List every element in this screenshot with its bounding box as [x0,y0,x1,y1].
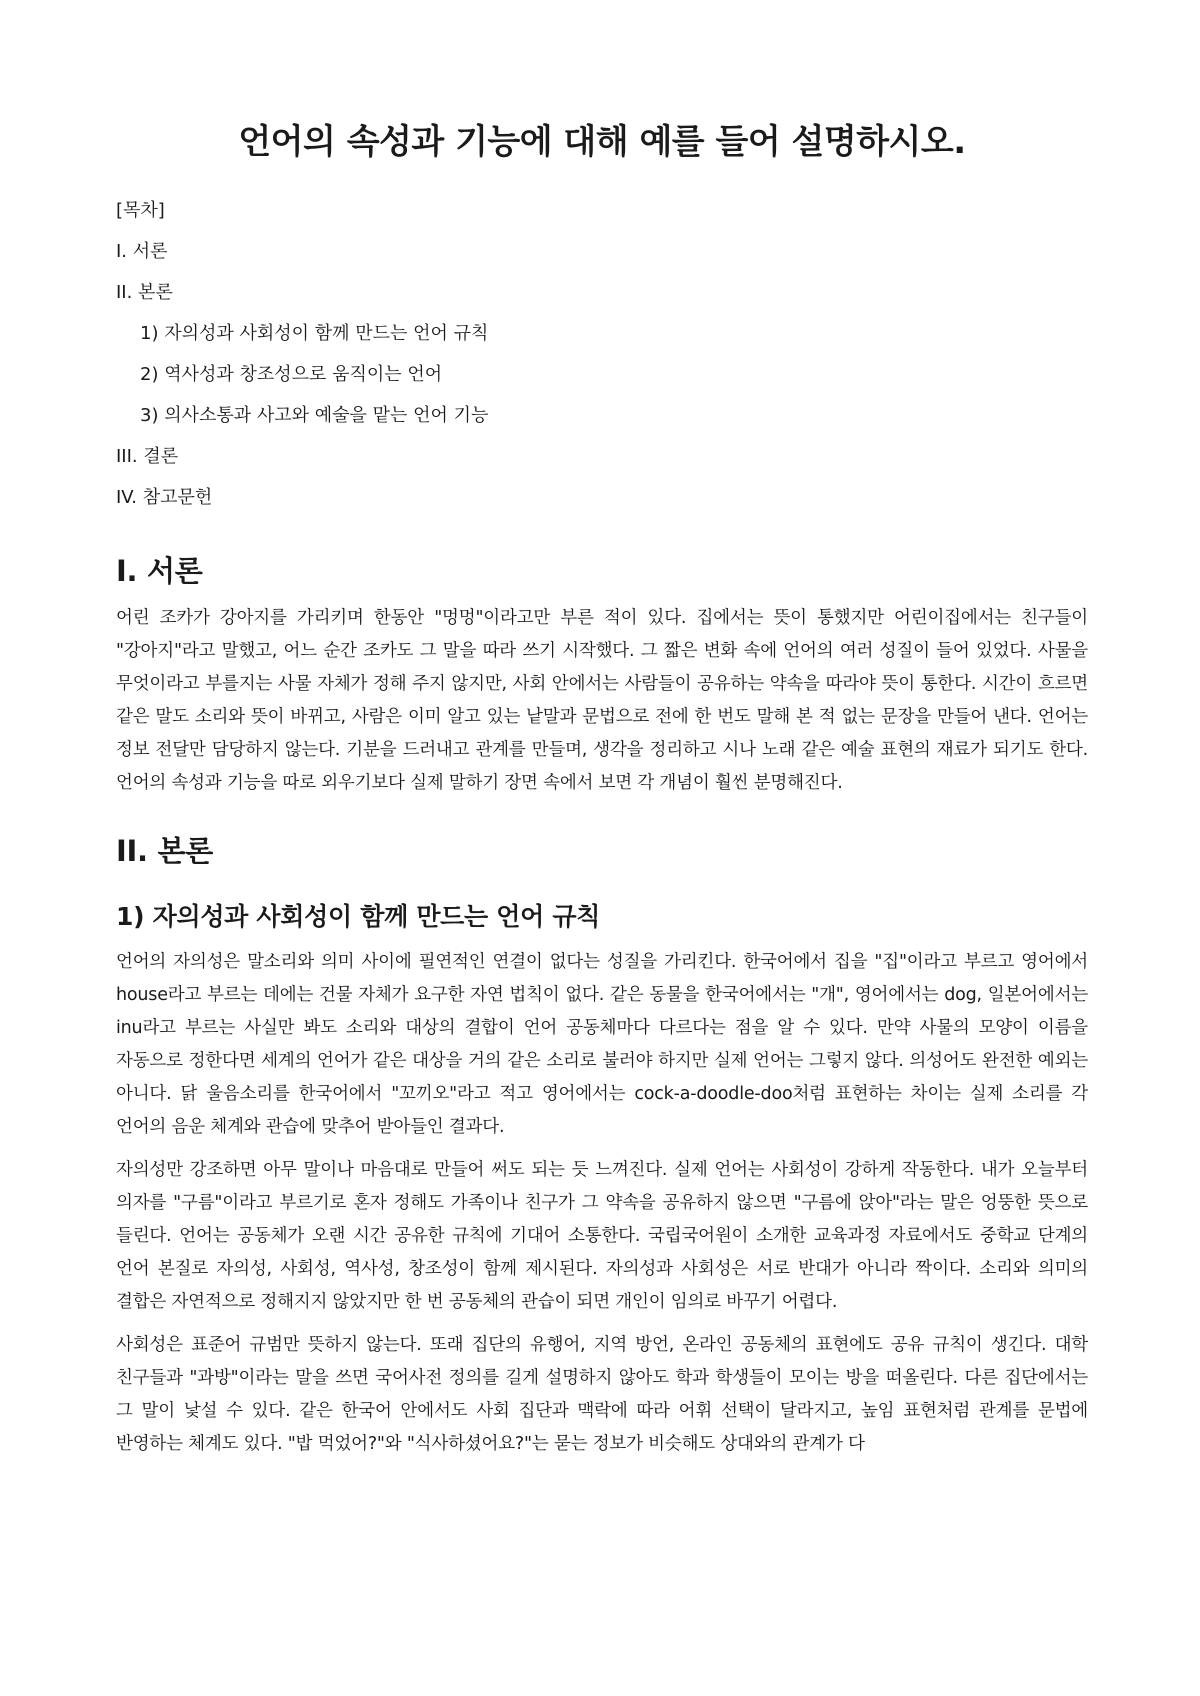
section-heading-introduction: I. 서론 [116,554,203,588]
body-section [116,830,1088,1461]
paragraph: 어린 조카가 강아지를 가리키며 한동안 "멍멍"이라고만 부른 적이 있다. 집에서는 뜻이 통했지만 어린이집에서는 친구들이 "강아지"라고 말했고, 어느 순간 조카도 그 말을 따라 쓰기 시작했다. 그 짧은 변화 속에 언어의 여러 성질이 들어 있었다. 사물을 무엇이라고 부를지는 사물 자체가 정해 주지 않지만, 사회 안에서는 사람들이 공유하는 약속을 따라야 뜻이 통한다. 시간이 흐르면 같은 말도 소리와 뜻이 바뀌고, 사람은 이미 알고 있는 낱말과 문법으로 전에 한 번도 말해 본 적 없는 문장을 만들어 낸다. 언어는 정보 전달만 담당하지 않는다. 기분을 드러내고 관계를 만들며, 생각을 정리하고 시나 노래 같은 예술 표현의 재료가 되기도 한다. 언어의 속성과 기능을 따로 외우기보다 실제 말하기 장면 속에서 보면 각 개념이 훨씬 분명해진다. [116,608,1088,793]
toc-heading: [목차] [116,200,165,221]
toc-item-body-1: 1) 자의성과 사회성이 함께 만드는 언어 규칙 [140,323,489,344]
paragraph: 자의성만 강조하면 아무 말이나 마음대로 만들어 써도 되는 듯 느껴진다. 실제 언어는 사회성이 강하게 작동한다. 내가 오늘부터 의자를 "구름"이라고 부르기로 혼자 정해도 가족이나 친구가 그 약속을 공유하지 않으면 "구름에 앉아"라는 말은 엉뚱한 뜻으로 들린다. 언어는 공동체가 오랜 시간 공유한 규칙에 기대어 소통한다. 국립국어원이 소개한 교육과정 자료에서도 중학교 단계의 언어 본질로 자의성, 사회성, 역사성, 창조성이 함께 제시된다. 자의성과 사회성은 서로 반대가 아니라 짝이다. 소리와 의미의 결합은 자연적으로 정해지지 않았지만 한 번 공동체의 관습이 되면 개인이 임의로 바꾸기 어렵다. [116,1160,1088,1312]
paragraph: 사회성은 표준어 규범만 뜻하지 않는다. 또래 집단의 유행어, 지역 방언, 온라인 공동체의 표현에도 공유 규칙이 생긴다. 대학 친구들과 "과방"이라는 말을 쓰면 국어사전 정의를 길게 설명하지 않아도 학과 학생들이 모이는 방을 떠올린다. 다른 집단에서는 그 말이 낯설 수 있다. 같은 한국어 안에서도 사회 집단과 맥락에 따라 어휘 선택이 달라지고, 높임 표현처럼 관계를 문법에 반영하는 체계도 있다. "밥 먹었어?"와 "식사하셨어요?"는 묻는 정보가 비슷해도 상대와의 관계가 다 [116,1335,1088,1454]
section-heading-body: II. 본론 [116,834,213,868]
introduction-section [116,550,1088,800]
toc-item-references: IV. 참고문헌 [116,487,213,508]
paragraph: 언어의 자의성은 말소리와 의미 사이에 필연적인 연결이 없다는 성질을 가리킨다. 한국어에서 집을 "집"이라고 부르고 영어에서 house라고 부르는 데에는 건물 자체가 요구한 자연 법칙이 없다. 같은 동물을 한국어에서는 "개", 영어에서는 dog, 일본어에서는 inu라고 부르는 사실만 봐도 소리와 대상의 결합이 언어 공동체마다 다르다는 점을 알 수 있다. 만약 사물의 모양이 이름을 자동으로 정한다면 세계의 언어가 같은 대상을 거의 같은 소리로 불러야 하지만 실제 언어는 그렇지 않다. 의성어도 완전한 예외는 아니다. 닭 울음소리를 한국어에서 "꼬끼오"라고 적고 영어에서는 cock-a-doodle-doo처럼 표현하는 차이는 실제 소리를 각 언어의 음운 체계와 관습에 맞추어 받아들인 결과다. [116,952,1088,1137]
toc-item-conclusion: III. 결론 [116,446,179,467]
toc-item-body-2: 2) 역사성과 창조성으로 움직이는 언어 [140,364,443,385]
table-of-contents [116,190,1088,518]
document-title: 언어의 속성과 기능에 대해 예를 들어 설명하시오. [238,122,966,162]
toc-item-body-3: 3) 의사소통과 사고와 예술을 맡는 언어 기능 [140,405,489,426]
toc-item-body: II. 본론 [116,282,173,303]
toc-item-introduction: I. 서론 [116,241,168,262]
subsection-heading-arbitrariness-sociality: 1) 자의성과 사회성이 함께 만드는 언어 규칙 [116,902,601,931]
